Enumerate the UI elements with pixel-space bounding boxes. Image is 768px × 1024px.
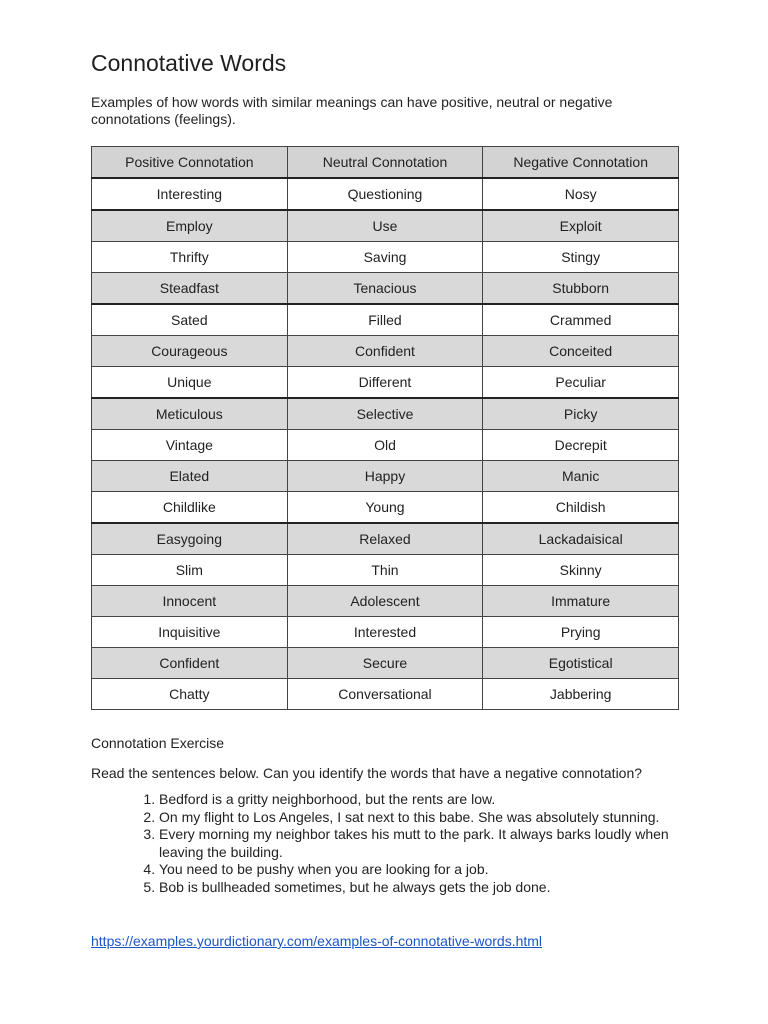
negative-cell: Skinny: [483, 555, 679, 586]
exercise-heading: Connotation Exercise: [91, 735, 225, 751]
table-header-row: [92, 147, 679, 179]
table-row: [92, 430, 679, 461]
positive-cell: Innocent: [92, 586, 288, 617]
neutral-cell: Thin: [287, 555, 483, 586]
positive-cell: Thrifty: [92, 242, 288, 273]
positive-cell: Inquisitive: [92, 617, 288, 648]
positive-cell: Sated: [92, 304, 288, 336]
negative-cell: Lackadaisical: [483, 523, 679, 555]
negative-cell: Exploit: [483, 210, 679, 242]
neutral-cell: Secure: [287, 648, 483, 679]
table-row: [92, 679, 679, 710]
table-row: [92, 523, 679, 555]
negative-cell: Jabbering: [483, 679, 679, 710]
neutral-cell: Relaxed: [287, 523, 483, 555]
negative-cell: Nosy: [483, 178, 679, 210]
neutral-cell: Confident: [287, 336, 483, 367]
page-title: Connotative Words: [91, 50, 287, 76]
neutral-cell: Old: [287, 430, 483, 461]
table-row: [92, 178, 679, 210]
positive-cell: Chatty: [92, 679, 288, 710]
negative-cell: Manic: [483, 461, 679, 492]
neutral-cell: Selective: [287, 398, 483, 430]
positive-cell: Slim: [92, 555, 288, 586]
negative-cell: Stubborn: [483, 273, 679, 305]
negative-cell: Decrepit: [483, 430, 679, 461]
negative-cell: Picky: [483, 398, 679, 430]
positive-cell: Elated: [92, 461, 288, 492]
intro-paragraph: Examples of how words with similar meanings can have positive, neutral or negative connotations (feelings).: [91, 94, 613, 127]
negative-cell: Egotistical: [483, 648, 679, 679]
connotation-table: [91, 146, 679, 710]
list-item: 5. Bob is bullheaded sometimes, but he always gets the job done.: [159, 879, 704, 897]
table-row: [92, 555, 679, 586]
header-neutral: Neutral Connotation: [287, 147, 483, 179]
positive-cell: Easygoing: [92, 523, 288, 555]
neutral-cell: Tenacious: [287, 273, 483, 305]
table-row: [92, 336, 679, 367]
neutral-cell: Different: [287, 367, 483, 399]
negative-cell: Stingy: [483, 242, 679, 273]
neutral-cell: Happy: [287, 461, 483, 492]
negative-cell: Crammed: [483, 304, 679, 336]
list-item: 4. You need to be pushy when you are looking for a job.: [159, 861, 704, 879]
exercise-sentence-list: [136, 791, 704, 896]
neutral-cell: Interested: [287, 617, 483, 648]
list-item: 1. Bedford is a gritty neighborhood, but the rents are low.: [159, 791, 704, 809]
source-link[interactable]: https://examples.yourdictionary.com/examples-of-connotative-words.html: [91, 933, 543, 949]
list-item: 2. On my flight to Los Angeles, I sat next to this babe. She was absolutely stunning.: [159, 809, 704, 827]
table-row: [92, 398, 679, 430]
negative-cell: Prying: [483, 617, 679, 648]
neutral-cell: Filled: [287, 304, 483, 336]
positive-cell: Unique: [92, 367, 288, 399]
table-row: [92, 492, 679, 524]
table-row: [92, 242, 679, 273]
table-row: [92, 304, 679, 336]
positive-cell: Confident: [92, 648, 288, 679]
neutral-cell: Questioning: [287, 178, 483, 210]
positive-cell: Steadfast: [92, 273, 288, 305]
negative-cell: Peculiar: [483, 367, 679, 399]
table-row: [92, 617, 679, 648]
list-item: 3. Every morning my neighbor takes his mutt to the park. It always barks loudly when leaving the building.: [159, 826, 704, 861]
table-row: [92, 461, 679, 492]
table-row: [92, 648, 679, 679]
negative-cell: Immature: [483, 586, 679, 617]
positive-cell: Employ: [92, 210, 288, 242]
neutral-cell: Saving: [287, 242, 483, 273]
neutral-cell: Use: [287, 210, 483, 242]
positive-cell: Interesting: [92, 178, 288, 210]
table-row: [92, 367, 679, 399]
table-row: [92, 586, 679, 617]
table-row: [92, 273, 679, 305]
table-row: [92, 210, 679, 242]
exercise-prompt: Read the sentences below. Can you identify the words that have a negative connotation?: [91, 765, 643, 781]
positive-cell: Meticulous: [92, 398, 288, 430]
header-positive: Positive Connotation: [92, 147, 288, 179]
neutral-cell: Conversational: [287, 679, 483, 710]
neutral-cell: Young: [287, 492, 483, 524]
positive-cell: Courageous: [92, 336, 288, 367]
positive-cell: Vintage: [92, 430, 288, 461]
negative-cell: Childish: [483, 492, 679, 524]
header-negative: Negative Connotation: [483, 147, 679, 179]
negative-cell: Conceited: [483, 336, 679, 367]
positive-cell: Childlike: [92, 492, 288, 524]
neutral-cell: Adolescent: [287, 586, 483, 617]
